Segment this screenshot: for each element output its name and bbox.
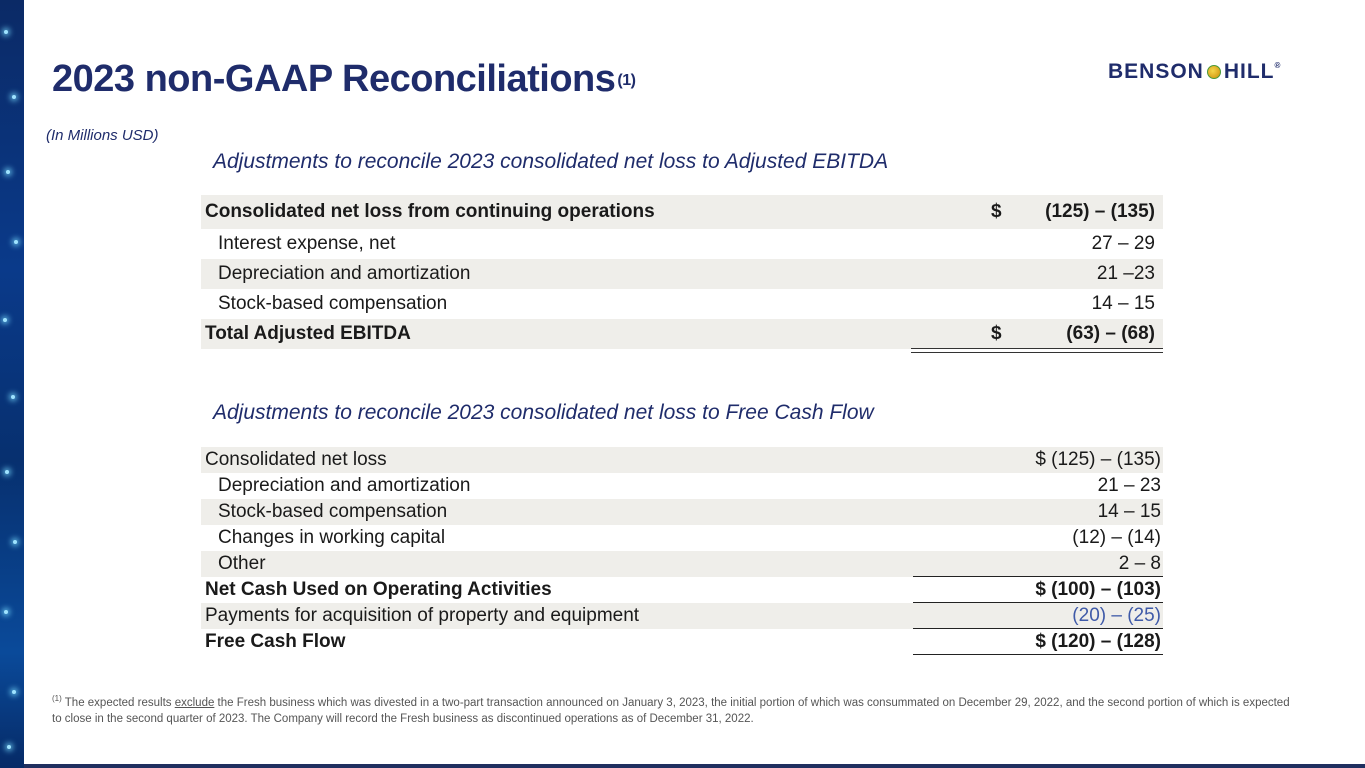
ebitda-reconciliation-table <box>201 195 1163 349</box>
logo-text-left: BENSON <box>1108 60 1204 83</box>
ebitda-section-heading: Adjustments to reconcile 2023 consolidated net loss to Adjusted EBITDA <box>213 150 889 173</box>
units-label: (In Millions USD) <box>46 127 159 144</box>
table-row <box>201 551 1163 577</box>
row-value: 14 – 15 <box>1091 293 1155 314</box>
row-label: Changes in working capital <box>218 527 446 548</box>
row-value: (63) – (68) <box>1066 323 1155 344</box>
total-double-underline <box>911 348 1163 353</box>
table-row <box>201 473 1163 499</box>
table-row <box>201 289 1163 319</box>
row-label: Depreciation and amortization <box>218 475 471 496</box>
row-label: Consolidated net loss from continuing operations <box>205 201 655 222</box>
table-row-total <box>201 319 1163 349</box>
table-row <box>201 447 1163 473</box>
footnote <box>52 691 1292 727</box>
footnote-text-before: The expected results <box>61 696 175 709</box>
row-label: Depreciation and amortization <box>218 263 471 284</box>
table-row <box>201 525 1163 551</box>
row-label: Interest expense, net <box>218 233 396 254</box>
fcf-section-heading: Adjustments to reconcile 2023 consolidated net loss to Free Cash Flow <box>213 401 874 424</box>
row-value: 27 – 29 <box>1091 233 1155 254</box>
logo-registered-mark: ® <box>1274 60 1282 70</box>
table-row <box>201 229 1163 259</box>
row-label: Net Cash Used on Operating Activities <box>205 579 552 600</box>
row-value: $ (120) – (128) <box>1035 631 1161 652</box>
row-value: (12) – (14) <box>1072 527 1161 548</box>
row-label: Other <box>218 553 266 574</box>
row-label: Payments for acquisition of property and equipment <box>205 605 640 626</box>
bottom-rule <box>24 764 1365 768</box>
logo-text-right: HILL <box>1223 60 1275 83</box>
footnote-underlined-word: exclude <box>174 696 215 709</box>
row-value: (20) – (25) <box>1072 605 1161 626</box>
table-row <box>201 499 1163 525</box>
logo-sun-icon <box>1207 65 1221 79</box>
fcf-reconciliation-table <box>201 447 1163 655</box>
title-footnote-marker: (1) <box>617 72 636 89</box>
row-value: (125) – (135) <box>1045 201 1155 222</box>
row-value: 21 –23 <box>1096 263 1155 284</box>
row-label: Free Cash Flow <box>205 631 346 652</box>
footnote-marker: (1) <box>52 694 62 703</box>
benson-hill-logo <box>1108 60 1281 84</box>
table-row-total <box>201 629 1163 655</box>
row-label: Stock-based compensation <box>218 501 448 522</box>
decorative-side-strip <box>0 0 24 768</box>
row-value: $ (125) – (135) <box>1035 449 1161 470</box>
table-row <box>201 195 1163 229</box>
footnote-text-after: the Fresh business which was divested in a two-part transaction announced on January 3, 2023, the initial portion of which was consummated on December 29, 2022, and the second portion of which is expected to close in the second quarter of 2023. The Company will record the Fresh business as discontinued operations as of December 31, 2022. <box>52 696 1290 725</box>
row-currency: $ <box>991 201 1002 222</box>
table-row <box>201 603 1163 629</box>
row-value: 21 – 23 <box>1097 475 1161 496</box>
row-value: 2 – 8 <box>1118 553 1161 574</box>
row-value: $ (100) – (103) <box>1035 579 1161 600</box>
row-label: Consolidated net loss <box>205 449 387 470</box>
page-title: 2023 non-GAAP Reconciliations $^{(1)}$ <box>52 58 636 100</box>
row-value: 14 – 15 <box>1097 501 1161 522</box>
row-label: Total Adjusted EBITDA <box>205 323 411 344</box>
row-label: Stock-based compensation <box>218 293 448 314</box>
table-row <box>201 259 1163 289</box>
row-currency: $ <box>991 323 1002 344</box>
table-row-subtotal <box>201 577 1163 603</box>
